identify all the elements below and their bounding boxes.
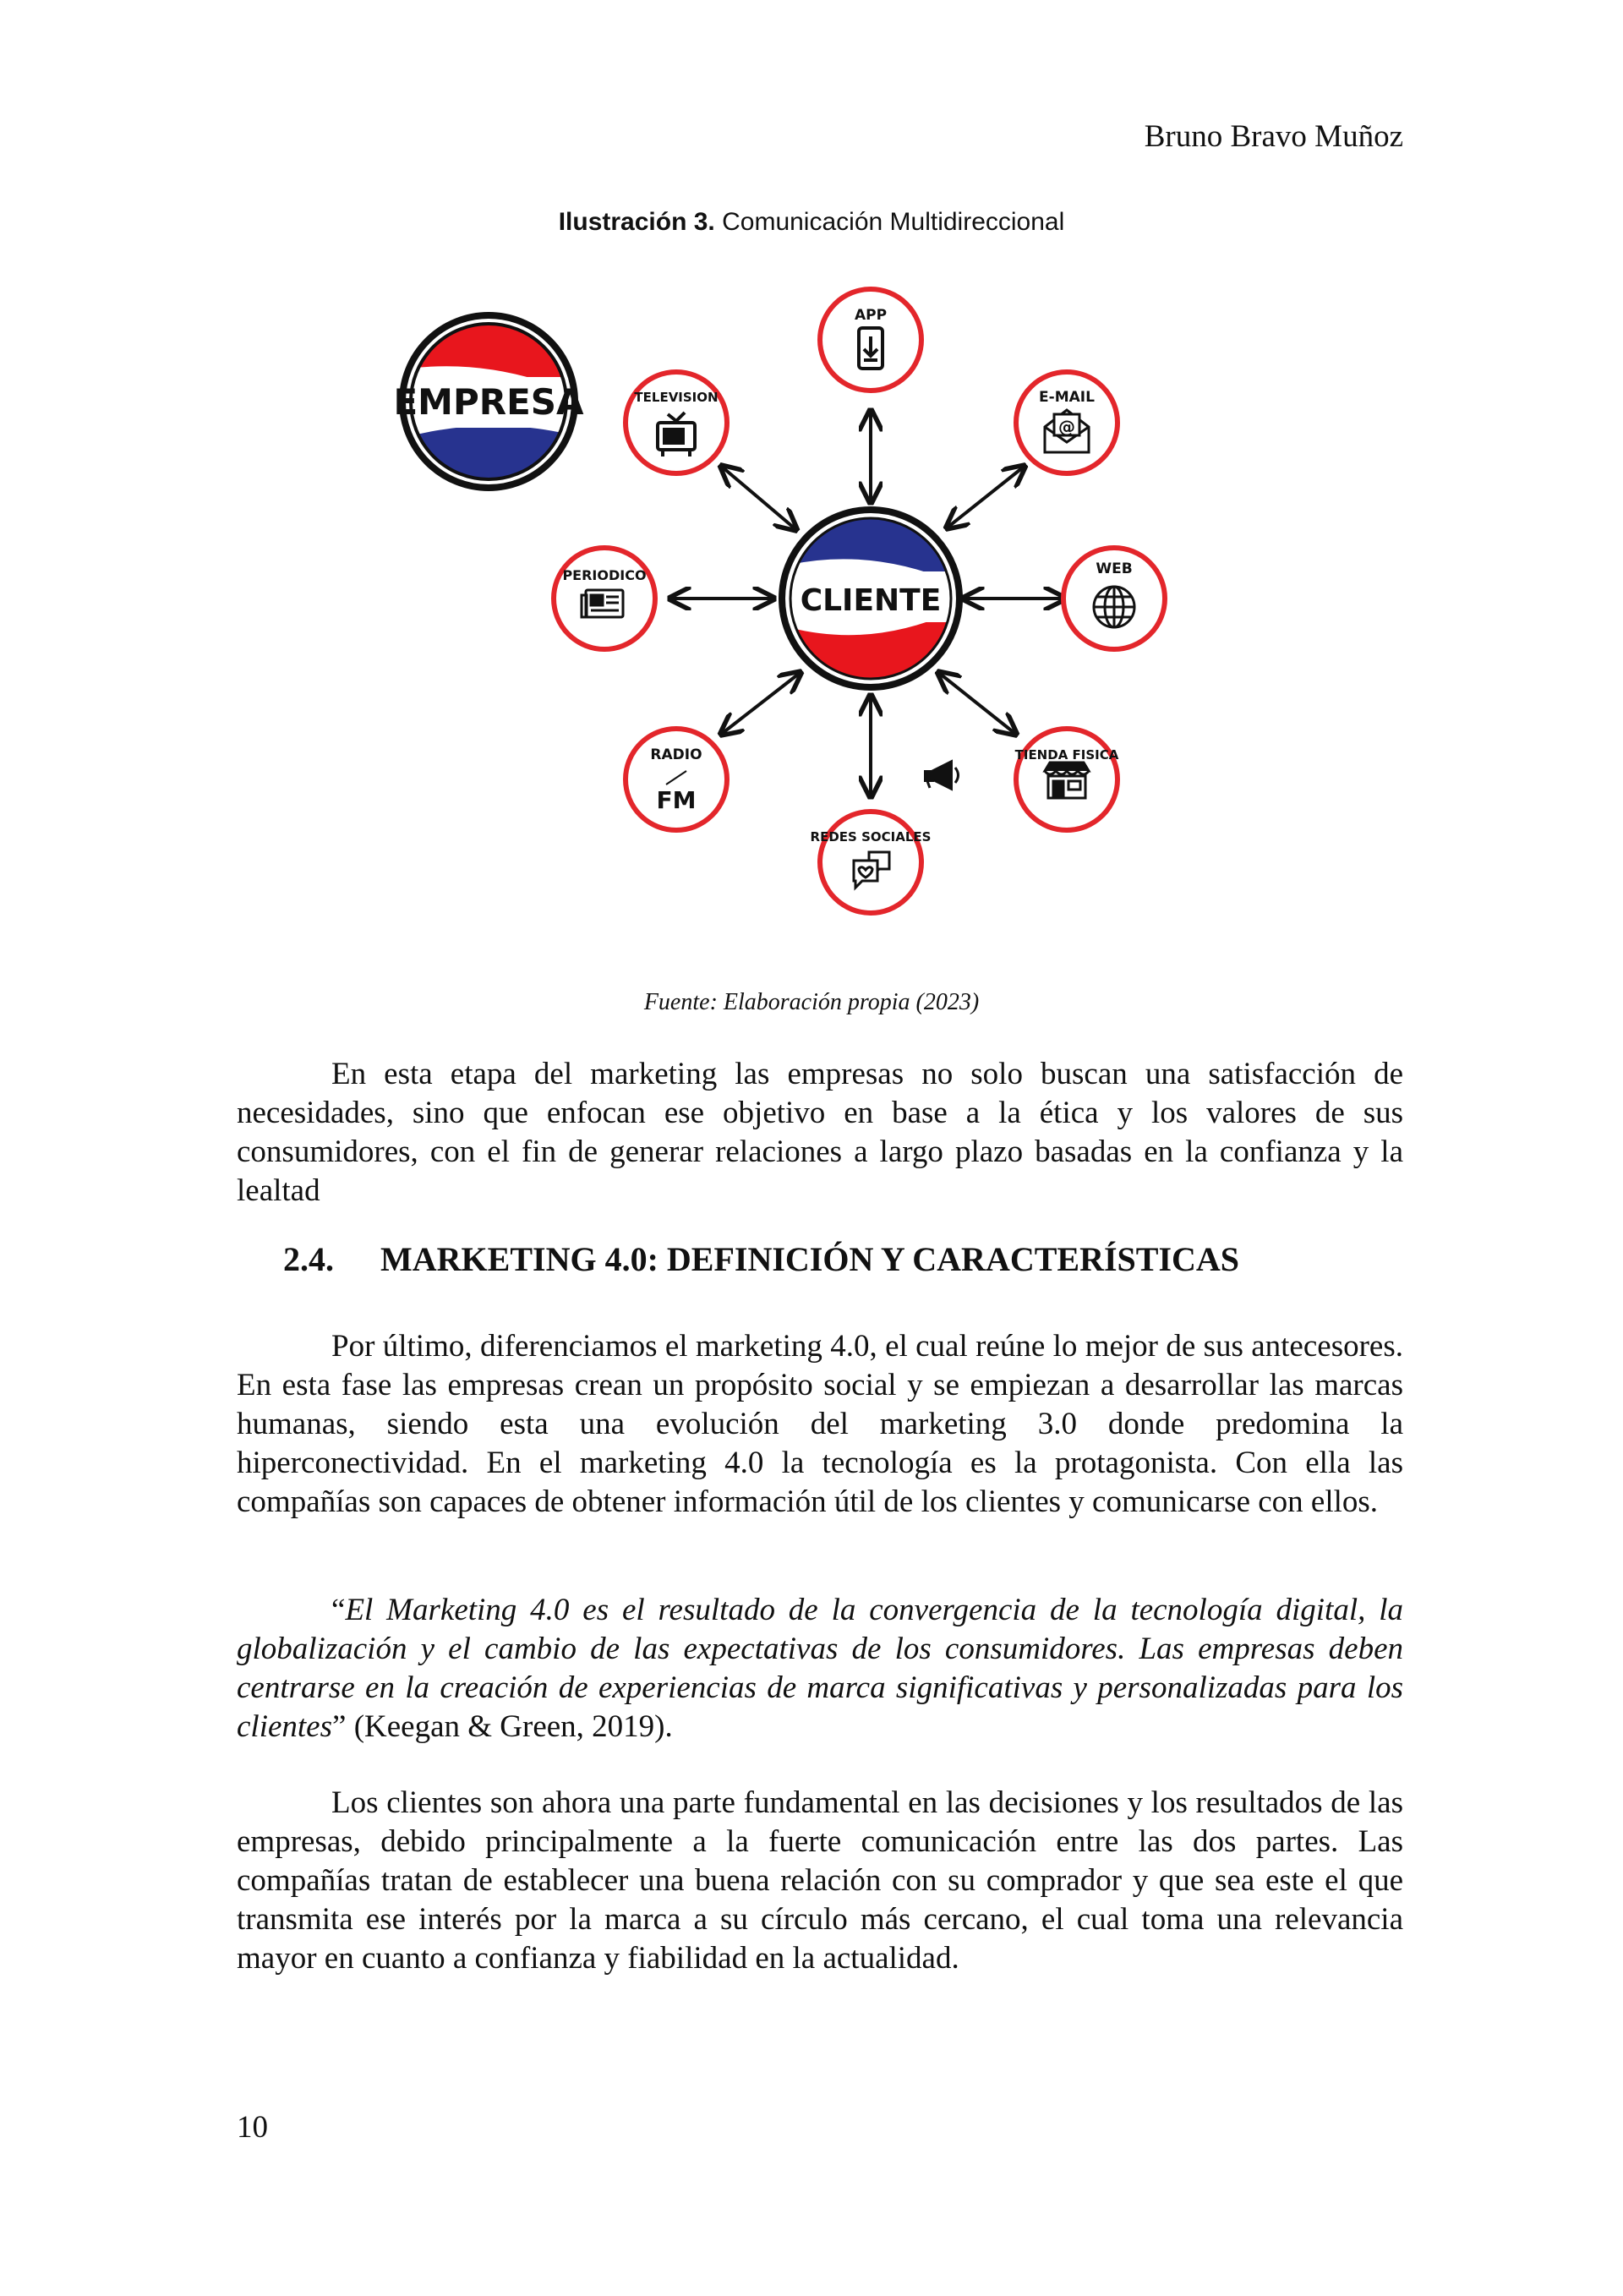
app-label: APP — [854, 307, 888, 324]
section-number: 2.4. — [283, 1240, 334, 1278]
figure-caption-text: Comunicación Multidireccional — [714, 208, 1065, 236]
megaphone-icon — [925, 761, 959, 790]
quote-paragraph — [237, 1591, 1403, 1747]
section-title: MARKETING 4.0: DEFINICIÓN Y CARACTERÍSTICAS — [380, 1240, 1240, 1278]
paragraph-3-text: Los clientes son ahora una parte fundamental en las decisiones y los resultados de las empresas, debido principalmente a la fuerte comunicación entre las dos partes. Las compañías tratan de establecer una buena relación con su comprador y que sea este el que transmita ese interés por la marca a su círculo más cercano, el cual toma una relevancia mayor en cuanto a confianza y fiabilidad en la actualidad. — [237, 1785, 1403, 1976]
email-label: E-MAIL — [1039, 389, 1095, 406]
node-app — [820, 289, 921, 391]
paragraph-2 — [237, 1327, 1403, 1522]
radio-label: RADIO — [650, 746, 702, 763]
figure-caption-label: Ilustración 3. — [558, 208, 715, 236]
figure-source: Fuente: Elaboración propia (2023) — [643, 989, 980, 1015]
section-heading — [283, 1239, 1239, 1279]
cliente-logo — [782, 510, 959, 687]
quote-citation: ” (Keegan & Green, 2019). — [332, 1709, 673, 1744]
node-redes-sociales — [811, 812, 932, 913]
television-label: TELEVISION — [634, 390, 719, 405]
node-web — [1063, 548, 1165, 649]
multidirectional-communication-diagram — [0, 271, 1623, 964]
radio-fm-label: FM — [656, 786, 697, 814]
paragraph-2-text: Por último, diferenciamos el marketing 4.0, el cual reúne lo mejor de sus antecesores. En esta fase las empresas crean un propósito social y se empiezan a desarrollar las marcas humanas, siendo esta una evolución del marketing 3.0 donde predomina la hiperconectividad. En el marketing 4.0 la tecnología es la protagonista. Con ella las compañías son capaces de obtener información útil de los clientes y comunicarse con ellos. — [237, 1329, 1403, 1519]
web-label: WEB — [1096, 560, 1133, 577]
cliente-label: CLIENTE — [800, 583, 942, 618]
arrow-tienda — [940, 674, 1014, 733]
empresa-logo — [393, 313, 584, 499]
node-periodico — [554, 548, 655, 649]
page-number: 10 — [237, 2110, 268, 2145]
tienda-label: TIENDA FISICA — [1014, 747, 1119, 763]
node-tienda-fisica — [1015, 729, 1119, 830]
empresa-label: EMPRESA — [393, 381, 584, 423]
figure-caption — [0, 208, 1623, 237]
redes-label: REDES SOCIALES — [810, 829, 932, 845]
node-email — [1016, 372, 1118, 473]
paragraph-1-text: En esta etapa del marketing las empresas no solo buscan una satisfacción de necesidades, sino que enfocan ese objetivo en base a la ética y los valores de sus consumidores, con el fin de generar relaciones a largo plazo basadas en la confianza y la lealtad — [237, 1057, 1403, 1208]
node-radio — [626, 729, 727, 830]
running-header-author: Bruno Bravo Muñoz — [1144, 119, 1403, 154]
arrow-email — [948, 467, 1023, 527]
arrow-radio — [723, 674, 799, 733]
paragraph-1 — [237, 1055, 1403, 1211]
quote-text: El Marketing 4.0 es el resultado de la convergencia de la tecnología digital, la globalización y el cambio de las expectativas de los consumidores. Las empresas deben centrarse en la creación de experiencias de marca significativas y personalizadas para los clientes — [237, 1593, 1403, 1744]
quote-open: “ — [331, 1593, 346, 1627]
periodico-label: PERIODICO — [562, 567, 647, 583]
paragraph-3 — [237, 1784, 1403, 1978]
at-sign-icon: @ — [1058, 417, 1075, 437]
arrow-television — [723, 467, 795, 528]
node-television — [626, 372, 727, 473]
globe-icon — [1094, 587, 1134, 627]
